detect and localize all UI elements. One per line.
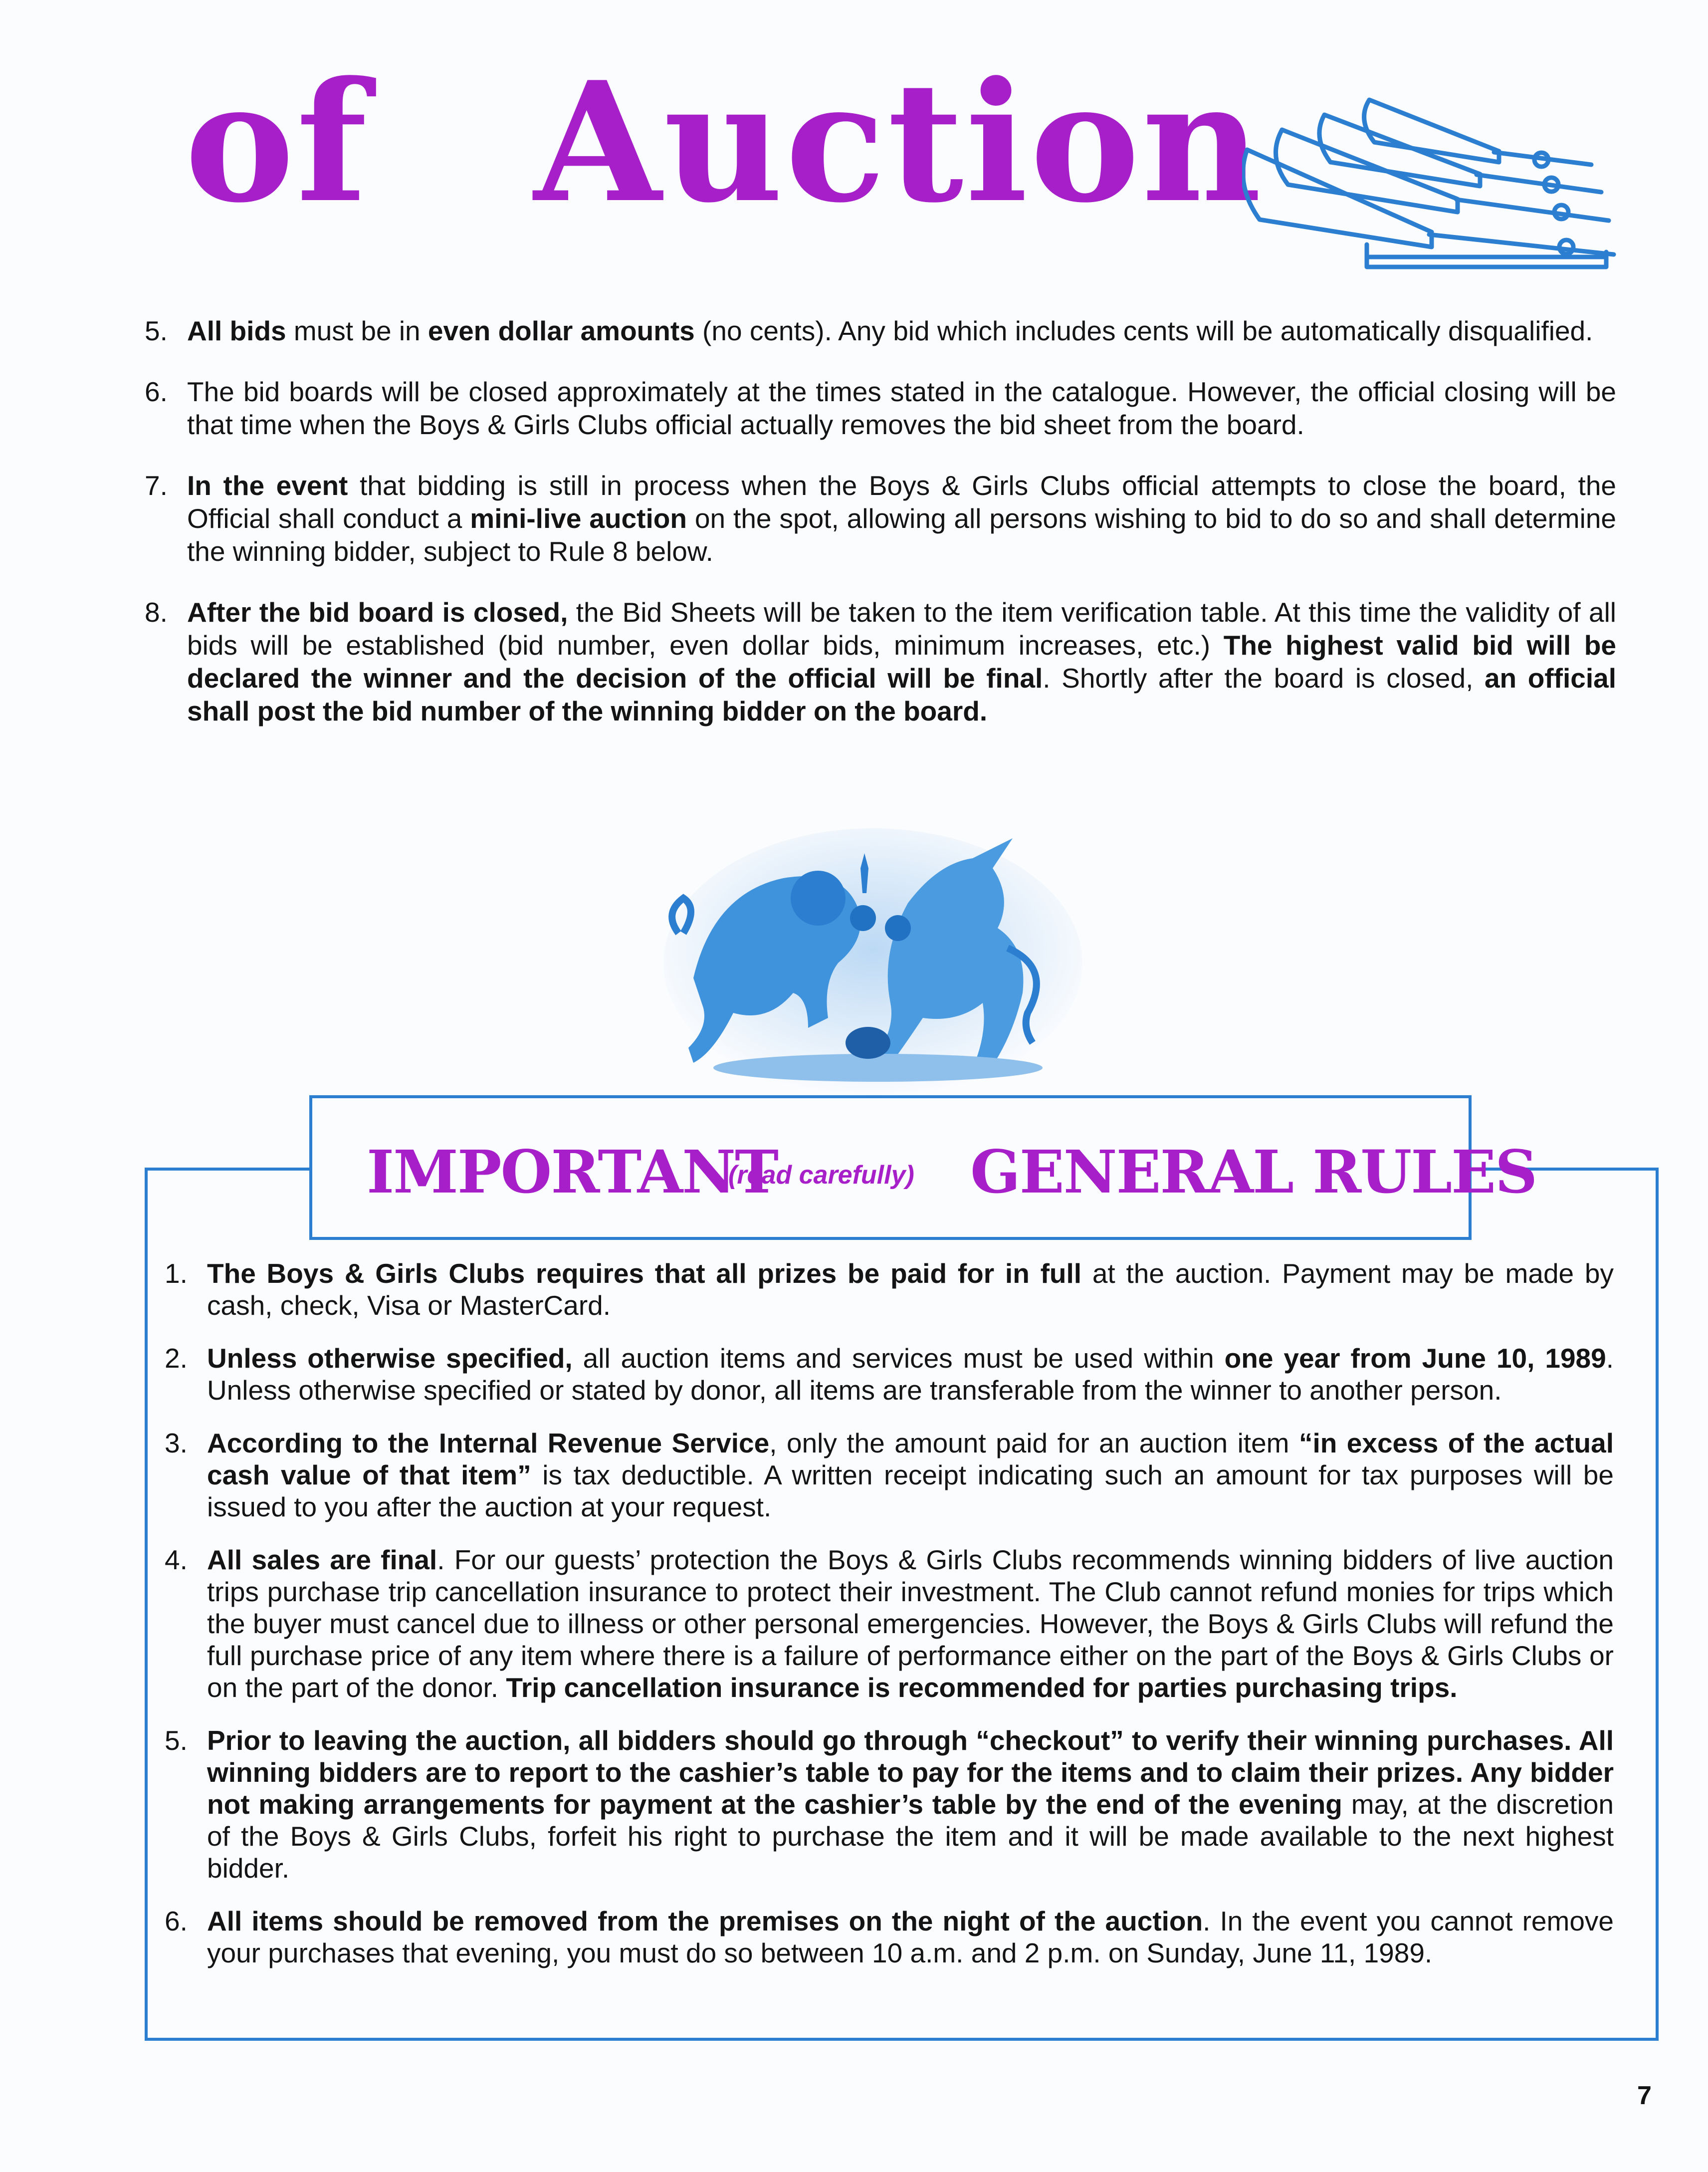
general-rule-text: . Unless otherwise specified or stated by donor, all items are transferable from the winner to another person. bbox=[207, 1343, 1614, 1406]
bidding-rule-text: that bidding is still in process when the Boys & Girls Clubs official attempts to close the board, the Official shall conduct a bbox=[187, 470, 1616, 534]
bidding-rule-text: even dollar amounts bbox=[427, 315, 695, 346]
bidding-rule-number: 6. bbox=[145, 376, 168, 407]
general-rule-text: . For our guests’ protection the Boys & Girls Clubs recommends winning bidders of live auction trips purchase trip cancellation insurance to protect their investment. The Club cannot refund monies for trips which the buyer must cancel due to illness or other personal emergencies. However, the Boys & Girls Clubs will refund the full purchase price of any item where there is a failure of performance either on the part of the Boys & Girls Clubs or on the part of the donor. bbox=[207, 1544, 1614, 1703]
bidding-rule-item bbox=[145, 375, 1616, 441]
general-rule-number: 2. bbox=[165, 1343, 188, 1374]
general-rule-number: 6. bbox=[165, 1906, 188, 1936]
bidding-rule-text: All bids bbox=[187, 315, 286, 346]
title-word-of: of bbox=[185, 45, 370, 239]
page-title bbox=[185, 45, 1264, 239]
bidding-rule-item bbox=[145, 314, 1616, 347]
bidding-rule-number: 5. bbox=[145, 315, 168, 346]
general-rule-text: Prior to leaving the auction, all bidders should go through “checkout” to verify their winning purchases. All winning bidders are to report to the cashier’s table to pay for the items and to claim their prizes. Any bidder not making arrangements for payment at the cashier’s table by the end of the evening bbox=[207, 1725, 1614, 1820]
general-rule-item bbox=[165, 1427, 1614, 1523]
general-rule-text: all auction items and services must be used within bbox=[572, 1343, 1225, 1374]
bidding-rule-text: mini-live auction bbox=[470, 503, 687, 534]
bidding-rule-text: on the spot, allowing all persons wishing to bid to do so and shall determine the winning bidder, subject to Rule 8 below. bbox=[187, 503, 1616, 567]
general-rule-text: at the auction. Payment may be made by cash, check, Visa or MasterCard. bbox=[207, 1258, 1614, 1321]
bidding-rule-text: an official shall post the bid number of the winning bidder on the board. bbox=[187, 663, 1616, 726]
general-rule-text: . In the event you cannot remove your purchases that evening, you must do so between 10 a.m. and 2 p.m. on Sunday, June 11, 1989. bbox=[207, 1906, 1614, 1968]
page-number: 7 bbox=[1637, 2081, 1652, 2110]
bidding-rule-number: 8. bbox=[145, 597, 168, 628]
bidding-rule-text: In the event bbox=[187, 470, 348, 501]
general-rule-text: Trip cancellation insurance is recommended for parties purchasing trips. bbox=[506, 1672, 1458, 1703]
general-rule-item bbox=[165, 1257, 1614, 1321]
bidding-rule-text: the Bid Sheets will be taken to the item verification table. At this time the validity of all bids will be established (bid number, even dollar bids, minimum increases, etc.) bbox=[187, 597, 1617, 661]
banner-general-rules: GENERAL RULES bbox=[970, 1137, 1537, 1207]
general-rule-text: , only the amount paid for an auction item bbox=[769, 1428, 1299, 1458]
lion-unicorn-boxing-icon bbox=[648, 828, 1087, 1098]
bidding-rule-number: 7. bbox=[145, 470, 168, 501]
general-rule-text: The Boys & Girls Clubs requires that all prizes be paid for in full bbox=[207, 1258, 1082, 1289]
bidding-rule-text: The highest valid bid will be declared the winner and the decision of the official will be final bbox=[187, 630, 1616, 694]
bidding-rule-item bbox=[145, 469, 1616, 568]
general-rule-number: 1. bbox=[165, 1258, 188, 1289]
general-rule-item bbox=[165, 1905, 1614, 1969]
bidding-rule-item bbox=[145, 596, 1616, 727]
general-rule-text: one year from June 10, 1989 bbox=[1224, 1343, 1606, 1374]
bidding-rule-text: (no cents). Any bid which includes cents will be automatically disqualified. bbox=[694, 315, 1593, 346]
bidding-rule-text: After the bid board is closed, bbox=[187, 597, 568, 628]
general-rule-text: All sales are final bbox=[207, 1544, 437, 1575]
general-rule-text: “in excess of the actual cash value of that item” bbox=[207, 1428, 1614, 1490]
bidding-rules-list bbox=[145, 314, 1616, 755]
general-rule-text: is tax deductible. A written receipt indicating such an amount for tax purposes will be issued to you after the auction at your request. bbox=[207, 1459, 1614, 1522]
general-rule-item bbox=[165, 1544, 1614, 1703]
general-rule-text: Unless otherwise specified, bbox=[207, 1343, 573, 1374]
bidding-rule-text: . Shortly after the board is closed, bbox=[1043, 663, 1485, 694]
general-rule-text: may, at the discretion of the Boys & Girls Clubs, forfeit his right to purchase the item and it will be made available to the next highest bidder. bbox=[207, 1789, 1614, 1884]
general-rule-number: 3. bbox=[165, 1428, 188, 1458]
general-rule-number: 5. bbox=[165, 1725, 188, 1756]
banner-important: IMPORTANT bbox=[367, 1137, 778, 1207]
bidding-rule-text: must be in bbox=[286, 315, 428, 346]
general-rule-text: According to the Internal Revenue Service bbox=[207, 1428, 770, 1458]
general-rule-item bbox=[165, 1724, 1614, 1884]
title-word-auction: Auction bbox=[534, 45, 1264, 239]
bidding-rule-text: The bid boards will be closed approximately at the times stated in the catalogue. However, the official closing will be that time when the Boys & Girls Clubs official actually removes the bid sheet from the board. bbox=[187, 376, 1616, 440]
banner-read-carefully: (read carefully) bbox=[728, 1161, 914, 1190]
general-rule-item bbox=[165, 1342, 1614, 1406]
trumpets-icon bbox=[1242, 85, 1621, 269]
general-rule-number: 4. bbox=[165, 1544, 188, 1575]
general-rules-list bbox=[165, 1257, 1614, 1990]
general-rule-text: All items should be removed from the premises on the night of the auction bbox=[207, 1906, 1203, 1936]
